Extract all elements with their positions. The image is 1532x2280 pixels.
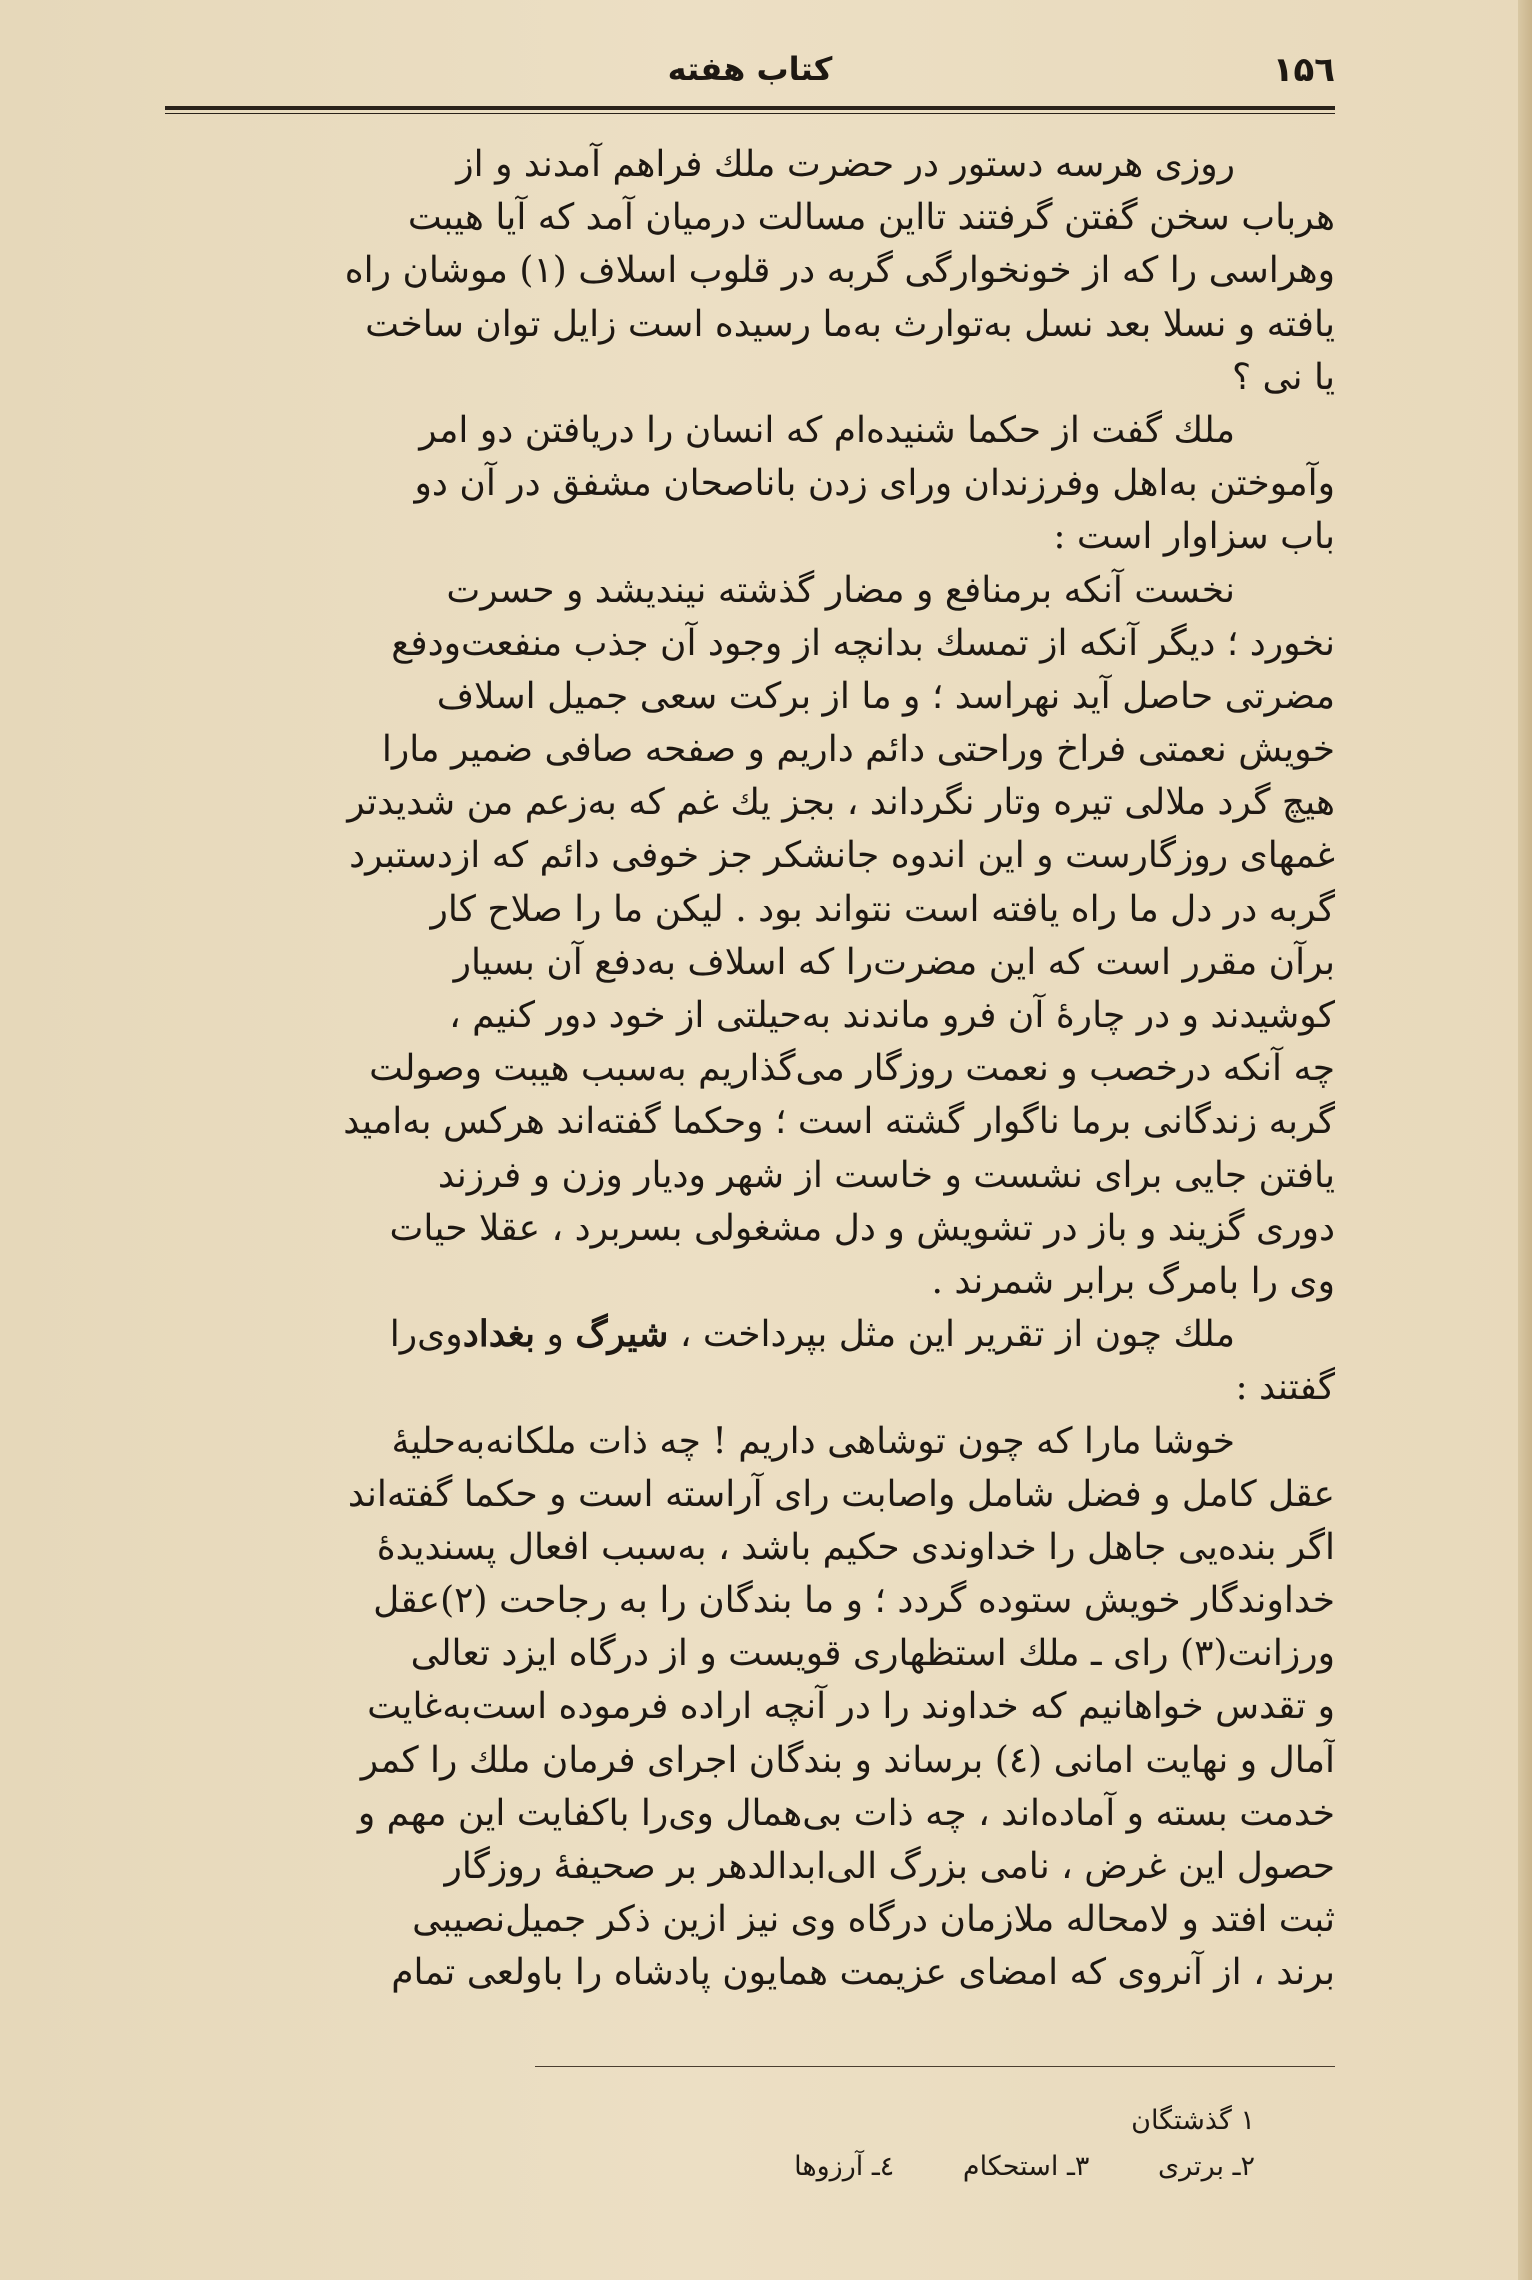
text-line: و تقدس خواهانیم که خداوند را در آنچه اراده فرموده است‌به‌غایت (367, 1686, 1335, 1728)
page-header (165, 40, 1335, 110)
text-line: یافته و نسلا بعد نسل به‌توارث به‌ما رسیده است زایل توان ساخت (365, 303, 1335, 345)
text-line: چه آنکه درخصب و نعمت روزگار می‌گذاریم به‌سبب هیبت وصولت (369, 1048, 1335, 1090)
name-baghdad: بغداد (462, 1313, 536, 1356)
text-line: وی را بامرگ برابر شمرند . (931, 1260, 1335, 1302)
footnotes (165, 2098, 1335, 2190)
text-run: وی‌را (389, 1314, 463, 1356)
text-line: نخست آنکه برمنافع و مضار گذشته نیندیشد و حسرت (446, 569, 1235, 611)
running-title: کتاب هفته (667, 50, 833, 88)
text-line: روزی هرسه دستور در حضرت ملك فراهم آمدند و از (456, 144, 1235, 185)
text-line: هیچ گرد ملالی تیره وتار نگرداند ، بجز یك غم که به‌زعم من شدیدتر (347, 782, 1335, 824)
footnote-1: ۱ گذشتگان (1131, 2105, 1255, 2136)
footnote-line (165, 2144, 1335, 2190)
footnote-2: ۲ـ برتری (1158, 2151, 1255, 2182)
page-number: ۱۵٦ (1272, 50, 1335, 90)
footnote-rule (535, 2066, 1335, 2067)
footnote-3: ۳ـ استحکام (962, 2151, 1090, 2182)
text-line: آمال و نهایت امانی (٤) برساند و بندگان اجرای فرمان ملك را کمر (360, 1739, 1335, 1781)
text-line: مضرتی حاصل آید نهراسد ؛ و ما از برکت سعی جمیل اسلاف (436, 675, 1335, 717)
text-line: غمهای روزگارست و این اندوه جانشکر جز خوفی دائم که ازدستبرد (349, 835, 1335, 877)
text-line: گفتند : (1235, 1367, 1335, 1409)
text-line: ورزانت(۳) رای ـ ملك استظهاری قویست و از درگاه ایزد تعالی (410, 1633, 1335, 1675)
text-line: خداوندگار خویش ستوده گردد ؛ و ما بندگان را به رجاحت (۲)عقل (373, 1580, 1335, 1622)
text-run: و (535, 1314, 576, 1356)
text-line: عقل کامل و فضل شامل واصابت رای آراسته است و حکما گفته‌اند (347, 1473, 1335, 1515)
text-line: اگر بنده‌یی جاهل را خداوندی حکیم باشد ، به‌سبب افعال پسندیدهٔ (376, 1526, 1335, 1568)
text-line: خدمت بسته و آماده‌اند ، چه ذات بی‌همال وی‌را باکفایت این مهم و (357, 1792, 1335, 1834)
text-line: باب سزاوار است : (1053, 516, 1335, 558)
text-line: خویش نعمتی فراخ وراحتی دائم داریم و صفحه صافی ضمیر مارا (381, 729, 1335, 771)
footnote-4: ٤ـ آرزوها (794, 2151, 895, 2182)
name-shirg: شیرگ (575, 1313, 669, 1356)
text-line: یا نی ؟ (1231, 356, 1335, 398)
text-line (165, 1308, 1335, 1361)
text-line: یافتن جایی برای نشست و خاست از شهر ودیار وزن و فرزند (437, 1154, 1335, 1196)
text-run: ملك چون از تقریر این مثل بپرداخت ، (668, 1314, 1235, 1356)
text-line: حصول این غرض ، نامی بزرگ الی‌ابدالدهر بر صحیفهٔ روزگار (444, 1846, 1335, 1887)
text-line: وآموختن به‌اهل وفرزندان ورای زدن باناصحان مشفق در آن دو (414, 463, 1335, 505)
text-line: ملك گفت از حکما شنیده‌ام که انسان را دریافتن دو امر (419, 409, 1235, 451)
text-line: دوری گزیند و باز در تشویش و دل مشغولی بسربرد ، عقلا حیات (389, 1207, 1335, 1249)
text-line: گربه در دل ما راه یافته است نتواند بود . لیکن ما را صلاح کار (430, 888, 1335, 930)
text-line: گربه زندگانی برما ناگوار گشته است ؛ وحکما گفته‌اند هرکس به‌امید (343, 1101, 1335, 1143)
text-line: خوشا مارا که چون توشاهی داریم ! چه ذات ملکانه‌به‌حلیهٔ (391, 1420, 1235, 1462)
header-rule (165, 106, 1335, 114)
text-line: برند ، از آنروی که امضای عزیمت همایون پادشاه را باولعی تمام (391, 1952, 1335, 1994)
page-edge (1518, 0, 1532, 2280)
body-text (165, 138, 1335, 2000)
text-line: کوشیدند و در چارهٔ آن فرو ماندند به‌حیلتی از خود دور کنیم ، (449, 995, 1335, 1036)
text-line: نخورد ؛ دیگر آنکه از تمسك بدانچه از وجود آن جذب منفعت‌ودفع (391, 622, 1335, 664)
text-line: ثبت افتد و لامحاله ملازمان درگاه وی نیز ازین ذکر جمیل‌نصیبی (412, 1899, 1335, 1941)
text-line: هرباب سخن گفتن گرفتند تااین مسالت درمیان آمد که آیا هیبت (407, 197, 1335, 239)
text-line: برآن مقرر است که این مضرت‌را که اسلاف به‌دفع آن بسیار (453, 941, 1335, 983)
text-line: وهراسی را که از خونخوارگی گربه در قلوب اسلاف (۱) موشان راه (344, 250, 1335, 292)
